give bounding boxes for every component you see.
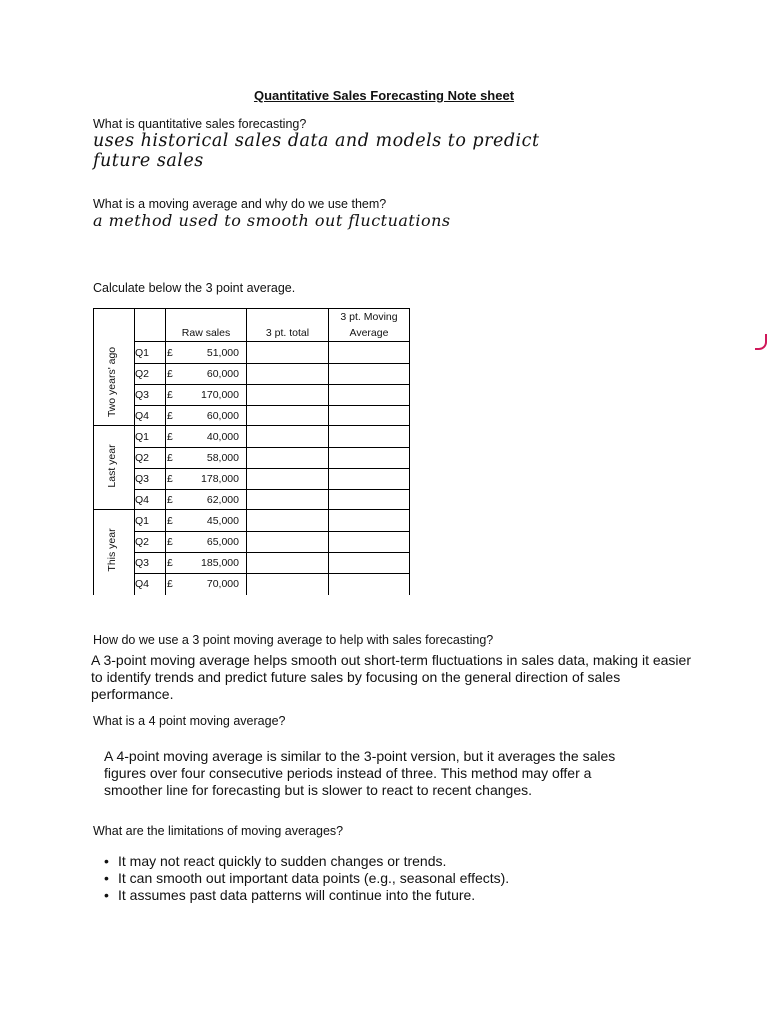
currency-symbol: £ xyxy=(167,493,173,506)
answer-3pt-forecasting: A 3-point moving average helps smooth out short-term fluctuations in sales data, making it easier to identify trends and predict future sales by focusing on the general direction of sales performance. xyxy=(91,652,691,702)
quarter-label: Q3 xyxy=(135,472,150,485)
header-3pt-moving-average-line1: 3 pt. Moving xyxy=(340,311,398,323)
question-moving-average: What is a moving average and why do we use them? xyxy=(93,197,387,211)
list-item: • It assumes past data patterns will continue into the future. xyxy=(104,887,664,904)
currency-symbol: £ xyxy=(167,556,173,569)
question-3pt-forecasting: How do we use a 3 point moving average to help with sales forecasting? xyxy=(93,633,494,647)
raw-sales-value: 51,000 xyxy=(206,346,239,359)
raw-sales-value: 60,000 xyxy=(206,367,239,380)
question-limitations: What are the limitations of moving averages? xyxy=(93,824,344,838)
quarter-label: Q3 xyxy=(135,556,150,569)
raw-sales-value: 40,000 xyxy=(206,430,239,443)
quarter-label: Q2 xyxy=(135,367,150,380)
currency-symbol: £ xyxy=(167,451,173,464)
raw-sales-value: 178,000 xyxy=(201,472,239,485)
raw-sales-value: 170,000 xyxy=(201,388,239,401)
raw-sales-value: 60,000 xyxy=(206,409,239,422)
question-calculate-average: Calculate below the 3 point average. xyxy=(93,281,296,295)
raw-sales-value: 185,000 xyxy=(201,556,239,569)
raw-sales-value: 65,000 xyxy=(206,535,239,548)
quarter-label: Q1 xyxy=(135,430,150,443)
quarter-label: Q1 xyxy=(135,514,150,527)
header-3pt-moving-average-line2: Average xyxy=(349,327,389,339)
list-item: • It may not react quickly to sudden changes or trends. xyxy=(104,853,664,870)
raw-sales-value: 62,000 xyxy=(206,493,239,506)
header-raw-sales: Raw sales xyxy=(181,327,231,339)
currency-symbol: £ xyxy=(167,577,173,590)
currency-symbol: £ xyxy=(167,514,173,527)
pink-pen-mark xyxy=(755,334,767,350)
currency-symbol: £ xyxy=(167,430,173,443)
currency-symbol: £ xyxy=(167,367,173,380)
limitations-list xyxy=(104,853,664,904)
raw-sales-value: 45,000 xyxy=(206,514,239,527)
quarter-label: Q4 xyxy=(135,493,150,506)
page-title: Quantitative Sales Forecasting Note sheet xyxy=(253,88,515,103)
currency-symbol: £ xyxy=(167,535,173,548)
quarter-label: Q1 xyxy=(135,346,150,359)
group-label-last-year: Last year xyxy=(106,444,118,488)
list-item: • It can smooth out important data points (e.g., seasonal effects). xyxy=(104,870,664,887)
currency-symbol: £ xyxy=(167,472,173,485)
quarter-label: Q4 xyxy=(135,409,150,422)
quarter-label: Q3 xyxy=(135,388,150,401)
quarter-label: Q2 xyxy=(135,535,150,548)
quarter-label: Q4 xyxy=(135,577,150,590)
handwritten-answer-moving-average: a method used to smooth out fluctuations xyxy=(93,211,451,230)
raw-sales-value: 70,000 xyxy=(206,577,239,590)
group-label-this-year: This year xyxy=(106,528,118,572)
currency-symbol: £ xyxy=(167,388,173,401)
currency-symbol: £ xyxy=(167,346,173,359)
raw-sales-value: 58,000 xyxy=(206,451,239,464)
question-quantitative-forecasting: What is quantitative sales forecasting? xyxy=(93,117,307,131)
sales-table xyxy=(93,308,410,595)
question-4pt-moving-average: What is a 4 point moving average? xyxy=(93,714,286,728)
quarter-label: Q2 xyxy=(135,451,150,464)
currency-symbol: £ xyxy=(167,409,173,422)
handwritten-answer-quantitative-forecasting: uses historical sales data and models to predict future sales xyxy=(93,131,540,171)
answer-4pt-moving-average: A 4-point moving average is similar to the 3-point version, but it averages the sales figures over four consecutive periods instead of three. This method may offer a smoother line for forecasting but is slower to react to recent changes. xyxy=(104,748,616,798)
group-label-two-years-ago: Two years' ago xyxy=(106,346,118,418)
header-3pt-total: 3 pt. total xyxy=(265,327,310,339)
